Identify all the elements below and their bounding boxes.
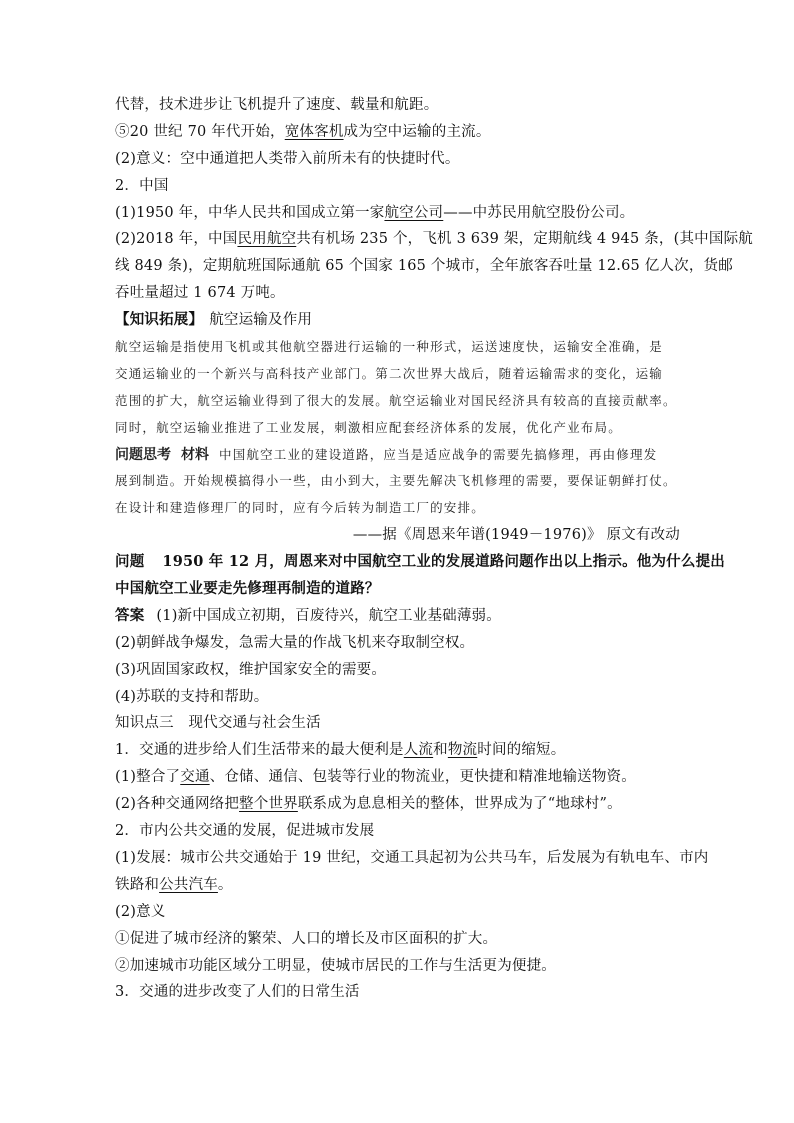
text-line: 航空运输是指使用飞机或其他航空器进行运输的一种形式，运送速度快，运输安全准确，是 [115,339,664,355]
question: 问题 1950 年 12 月，周恩来对中国航空工业的发展道路问题作出以上指示。他为什么提出 [115,553,725,571]
question-material: 问题思考 材料 中国航空工业的建设道路，应当是适应战争的需要先搞修理，再由修理发 [115,446,658,463]
text-line: 同时，航空运输业推进了工业发展，刺激相应配套经济体系的发展，优化产业布局。 [115,419,622,435]
key-term: 宽体客机 [284,123,344,140]
citation: ——据《周恩来年谱(1949－1976)》 原文有改动 [352,527,680,544]
answer: 答案 (1)新中国成立初期，百废待兴，航空工业基础薄弱。 [115,606,501,624]
text-line: (1)发展：城市公共交通始于 19 世纪，交通工具起初为公共马车，后发展为有轨电车、市内 [115,849,709,866]
text-line: 吞吐量超过 1 674 万吨。 [115,285,285,302]
text-line: ⑤20 世纪 70 年代开始，宽体客机成为空中运输的主流。 [115,123,491,140]
key-term: 公共汽车 [159,876,218,893]
text-line: (1)1950 年，中华人民共和国成立第一家航空公司——中苏民用航空股份公司。 [115,204,635,221]
text-line: (2)朝鲜战争爆发，急需大量的作战飞机来夺取制空权。 [115,634,475,651]
section-heading: 3．交通的进步改变了人们的日常生活 [115,984,360,1001]
text-line: (1)整合了交通、仓储、通信、包装等行业的物流业，更快捷和精准地输送物资。 [115,769,636,786]
document-body [115,92,753,1006]
text-line: 1．交通的进步给人们生活带来的最大便利是人流和物流时间的缩短。 [115,742,566,759]
section-heading: 2．市内公共交通的发展，促进城市发展 [115,823,375,840]
section-heading: 2．中国 [115,177,169,194]
text-line: (2)2018 年，中国民用航空共有机场 235 个，飞机 3 639 架，定期航线 4 945 条，(其中国际航 [115,231,753,248]
text-line: (4)苏联的支持和帮助。 [115,688,269,705]
text-line: 线 849 条)，定期航班国际通航 65 个国家 165 个城市，全年旅客吞吐量 12.65 亿人次，货邮 [115,258,733,275]
text-line: ②加速城市功能区域分工明显，使城市居民的工作与生活更为便捷。 [115,957,556,974]
key-term: 交通 [180,769,210,786]
text-line: (2)意义 [115,903,166,920]
text-line: 范围的扩大，航空运输业得到了很大的发展。航空运输业对国民经济具有较高的直接贡献率。 [115,392,677,408]
text-line: 中国航空工业要走先修理再制造的道路？ [115,580,380,598]
key-term: 民用航空 [237,231,297,248]
text-line: 交通运输业的一个新兴与高科技产业部门。第二次世界大战后，随着运输需求的变化，运输 [115,365,664,381]
text-line: 代替，技术进步让飞机提升了速度、载量和航距。 [115,97,439,113]
key-term: 整个世界 [239,796,298,813]
text-line: (3)巩固国家政权，维护国家安全的需要。 [115,661,387,678]
knowledge-extension-heading: 【知识拓展】 航空运输及作用 [115,311,313,329]
text-line: 展到制造。开始规模搞得小一些，由小到大，主要先解决飞机修理的需要，要保证朝鲜打仗。 [115,473,677,489]
key-term: 人流 [403,742,434,759]
text-line: 在设计和建造修理厂的同时，应有今后转为制造工厂的安排。 [115,500,485,516]
key-term: 航空公司 [384,204,444,221]
text-line: ①促进了城市经济的繁荣、人口的增长及市区面积的扩大。 [115,930,498,947]
section-heading: 知识点三 现代交通与社会生活 [115,715,321,732]
text-line: (2)意义：空中通道把人类带入前所未有的快捷时代。 [115,150,460,167]
key-term: 物流 [447,742,478,759]
text-line: 铁路和公共汽车。 [115,876,233,893]
text-line: (2)各种交通网络把整个世界联系成为息息相关的整体，世界成为了“地球村”。 [115,796,622,813]
